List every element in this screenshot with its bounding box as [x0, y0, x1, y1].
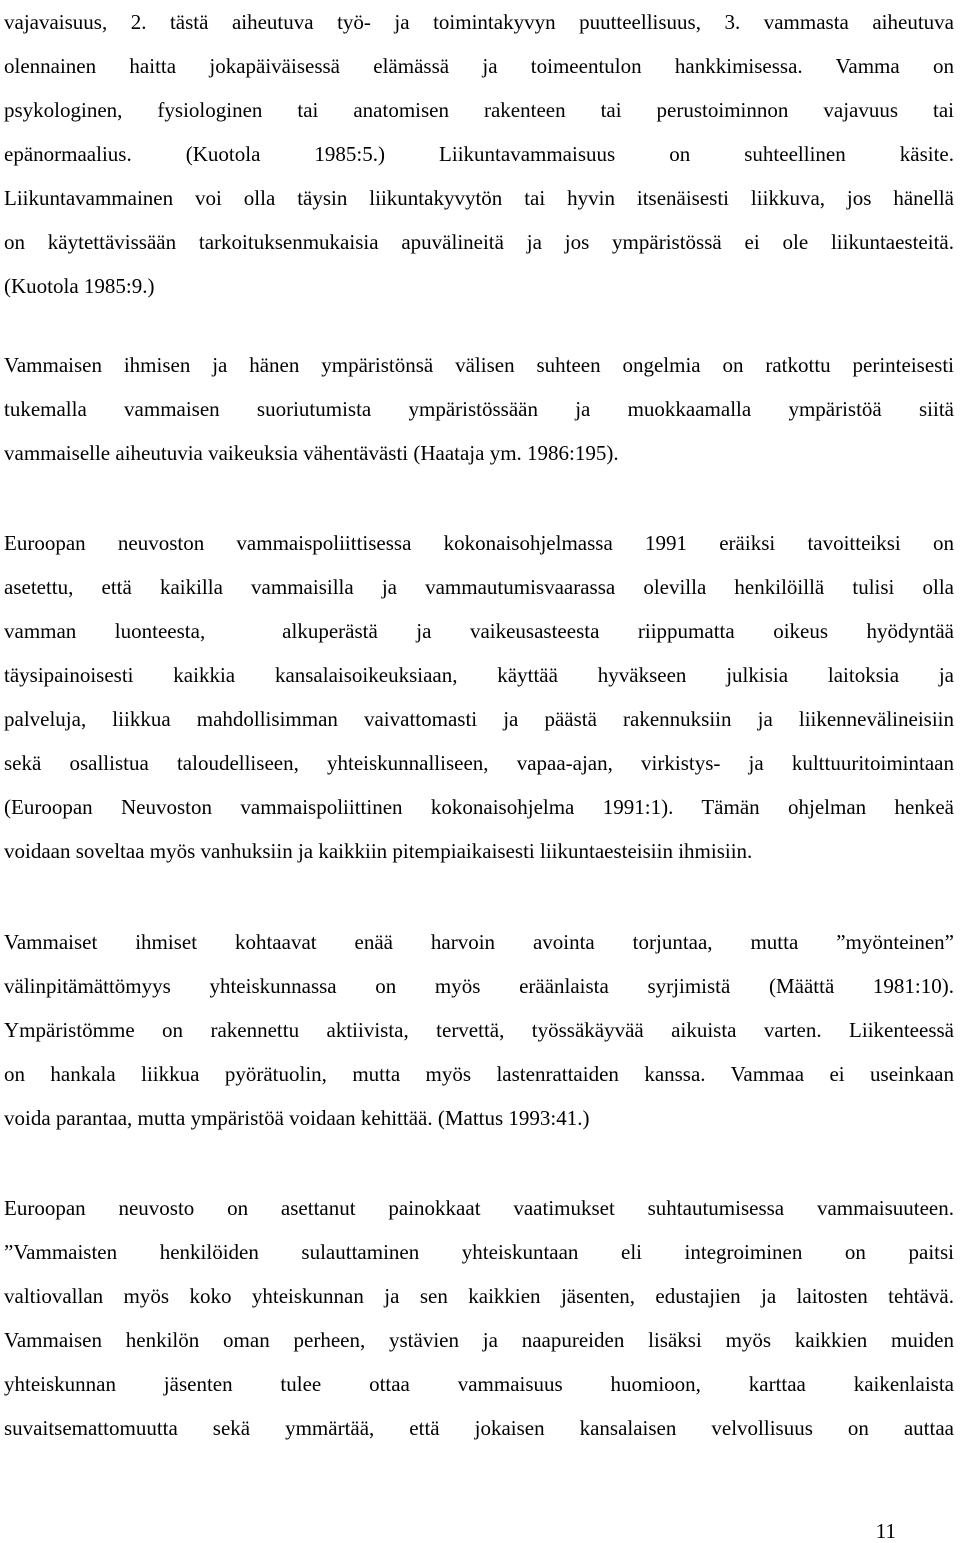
text-line: psykologinen, fysiologinen tai anatomisen rakenteen tai perustoiminnon vajavuus tai	[4, 98, 954, 122]
text-line: Vammaisen ihmisen ja hänen ympäristönsä välisen suhteen ongelmia on ratkottu perinteisesti	[4, 353, 954, 377]
text-line: valtiovallan myös koko yhteiskunnan ja sen kaikkien jäsenten, edustajien ja laitosten tehtävä.	[4, 1284, 954, 1308]
text-line: Liikuntavammainen voi olla täysin liikuntakyvytön tai hyvin itsenäisesti liikkuva, jos hänellä	[4, 186, 954, 210]
paragraph-disability-definition	[4, 0, 954, 308]
paragraph-council-requirements	[4, 1186, 954, 1450]
text-line: Euroopan neuvoston vammaispoliittisessa kokonaisohjelmassa 1991 eräiksi tavoitteiksi on	[4, 531, 954, 555]
text-line: Vammaisen henkilön oman perheen, ystävien ja naapureiden lisäksi myös kaikkien muiden	[4, 1328, 954, 1352]
text-line: vamman luonteesta, alkuperästä ja vaikeusasteesta riippumatta oikeus hyödyntää	[4, 619, 954, 643]
text-line: asetettu, että kaikilla vammaisilla ja vammautumisvaarassa olevilla henkilöillä tulisi olla	[4, 575, 954, 599]
text-line: yhteiskunnan jäsenten tulee ottaa vammaisuus huomioon, karttaa kaikenlaista	[4, 1372, 954, 1396]
text-line: Ympäristömme on rakennettu aktiivista, tervettä, työssäkäyvää aikuista varten. Liikenteessä	[4, 1018, 954, 1042]
text-line: (Kuotola 1985:9.)	[4, 274, 155, 298]
text-line: voidaan soveltaa myös vanhuksiin ja kaikkiin pitempiaikaisesti liikuntaesteisiin ihmisiin.	[4, 839, 753, 863]
text-line: epänormaalius. (Kuotola 1985:5.) Liikuntavammaisuus on suhteellinen käsite.	[4, 142, 954, 166]
text-line: on käytettävissään tarkoituksenmukaisia apuvälineitä ja jos ympäristössä ei ole liikuntaesteitä.	[4, 230, 954, 254]
text-line: Euroopan neuvosto on asettanut painokkaat vaatimukset suhtautumisessa vammaisuuteen.	[4, 1196, 954, 1220]
text-line: (Euroopan Neuvoston vammaispoliittinen kokonaisohjelma 1991:1). Tämän ohjelman henkeä	[4, 795, 954, 819]
text-line: vammaiselle aiheutuvia vaikeuksia vähentävästi (Haataja ym. 1986:195).	[4, 441, 619, 465]
paragraph-indifference	[4, 920, 954, 1140]
page-number: 11	[875, 1519, 896, 1543]
text-line: tukemalla vammaisen suoriutumista ympäristössään ja muokkaamalla ympäristöä siitä	[4, 397, 954, 421]
text-line: ”Vammaisten henkilöiden sulauttaminen yhteiskuntaan eli integroiminen on paitsi	[4, 1240, 954, 1264]
text-line: Vammaiset ihmiset kohtaavat enää harvoin avointa torjuntaa, mutta ”myönteinen”	[4, 930, 954, 954]
text-line: vajavaisuus, 2. tästä aiheutuva työ- ja toimintakyvyn puutteellisuus, 3. vammasta aiheutuva	[4, 10, 954, 34]
text-line: välinpitämättömyys yhteiskunnassa on myös eräänlaista syrjimistä (Määttä 1981:10).	[4, 974, 954, 998]
text-line: palveluja, liikkua mahdollisimman vaivattomasti ja päästä rakennuksiin ja liikennevälineisiin	[4, 707, 954, 731]
text-line: olennainen haitta jokapäiväisessä elämässä ja toimeentulon hankkimisessa. Vamma on	[4, 54, 954, 78]
paragraph-environment-relation	[4, 343, 954, 475]
paragraph-council-of-europe-programme	[4, 521, 954, 873]
text-line: sekä osallistua taloudelliseen, yhteiskunnalliseen, vapaa-ajan, virkistys- ja kulttuuritoimintaan	[4, 751, 954, 775]
text-line: voida parantaa, mutta ympäristöä voidaan kehittää. (Mattus 1993:41.)	[4, 1106, 590, 1130]
text-line: on hankala liikkua pyörätuolin, mutta myös lastenrattaiden kanssa. Vammaa ei useinkaan	[4, 1062, 954, 1086]
text-line: suvaitsemattomuutta sekä ymmärtää, että jokaisen kansalaisen velvollisuus on auttaa	[4, 1416, 954, 1440]
text-line: täysipainoisesti kaikkia kansalaisoikeuksiaan, käyttää hyväkseen julkisia laitoksia ja	[4, 663, 954, 687]
